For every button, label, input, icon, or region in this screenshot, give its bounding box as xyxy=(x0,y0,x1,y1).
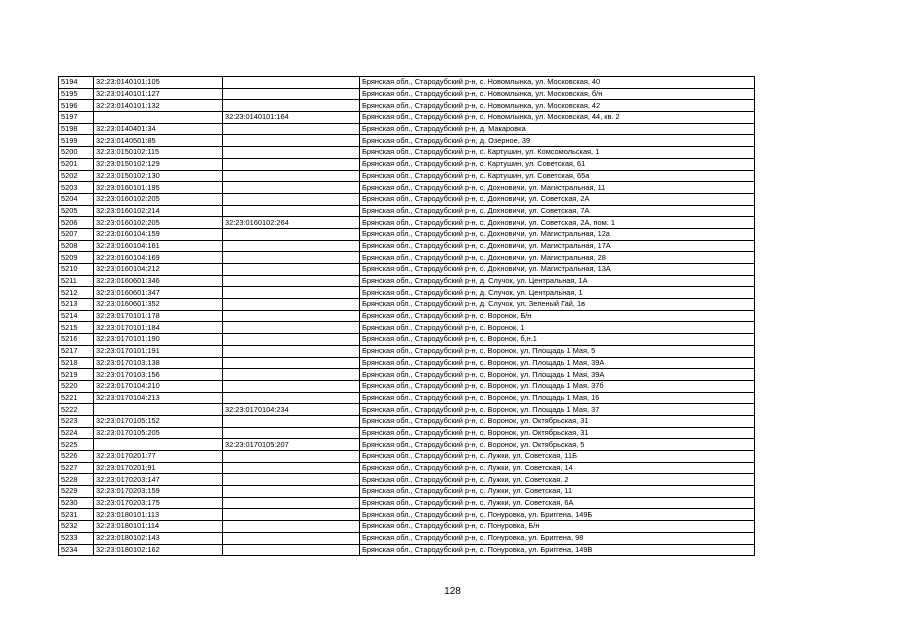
register-table xyxy=(58,76,755,556)
cadastral-number-cell: 32:23:0140101:127 xyxy=(94,88,223,100)
row-number-cell: 5223 xyxy=(59,415,94,427)
row-number-cell: 5198 xyxy=(59,123,94,135)
linked-cadastral-number-cell xyxy=(223,240,360,252)
address-cell: Брянская обл., Стародубский р-н, д. Озерное, 39 xyxy=(360,135,755,147)
linked-cadastral-number-cell xyxy=(223,357,360,369)
address-cell: Брянская обл., Стародубский р-н, с. Воронок, ул. Октябрьская, 5 xyxy=(360,439,755,451)
table-row xyxy=(59,123,755,135)
row-number-cell: 5222 xyxy=(59,404,94,416)
linked-cadastral-number-cell xyxy=(223,228,360,240)
table-row xyxy=(59,415,755,427)
table-row xyxy=(59,310,755,322)
cadastral-number-cell: 32:23:0160104:159 xyxy=(94,228,223,240)
cadastral-number-cell: 32:23:0170103:138 xyxy=(94,357,223,369)
address-cell: Брянская обл., Стародубский р-н, с. Дохновичи, ул. Магистральная, 12а xyxy=(360,228,755,240)
row-number-cell: 5229 xyxy=(59,486,94,498)
linked-cadastral-number-cell xyxy=(223,275,360,287)
linked-cadastral-number-cell: 32:23:0170105:207 xyxy=(223,439,360,451)
row-number-cell: 5219 xyxy=(59,369,94,381)
cadastral-number-cell: 32:23:0160102:205 xyxy=(94,217,223,229)
row-number-cell: 5226 xyxy=(59,451,94,463)
row-number-cell: 5202 xyxy=(59,170,94,182)
cadastral-number-cell xyxy=(94,112,223,124)
linked-cadastral-number-cell xyxy=(223,123,360,135)
cadastral-number-cell: 32:23:0180101:114 xyxy=(94,521,223,533)
linked-cadastral-number-cell xyxy=(223,170,360,182)
cadastral-number-cell xyxy=(94,439,223,451)
address-cell: Брянская обл., Стародубский р-н, с. Понуровка, ул. Бриггена, 149Б xyxy=(360,509,755,521)
table-row xyxy=(59,275,755,287)
linked-cadastral-number-cell: 32:23:0170104:234 xyxy=(223,404,360,416)
cadastral-number-cell: 32:23:0170105:152 xyxy=(94,415,223,427)
linked-cadastral-number-cell xyxy=(223,380,360,392)
linked-cadastral-number-cell xyxy=(223,369,360,381)
row-number-cell: 5233 xyxy=(59,532,94,544)
table-row xyxy=(59,135,755,147)
cadastral-number-cell: 32:23:0170203:175 xyxy=(94,497,223,509)
table-row xyxy=(59,147,755,159)
address-cell: Брянская обл., Стародубский р-н, с. Дохновичи, ул. Магистральная, 28 xyxy=(360,252,755,264)
table-row xyxy=(59,404,755,416)
cadastral-number-cell: 32:23:0170103:156 xyxy=(94,369,223,381)
linked-cadastral-number-cell xyxy=(223,544,360,556)
linked-cadastral-number-cell xyxy=(223,205,360,217)
row-number-cell: 5232 xyxy=(59,521,94,533)
address-cell: Брянская обл., Стародубский р-н, с. Воронок, ул. Октябрьская, 31 xyxy=(360,427,755,439)
table-row xyxy=(59,77,755,89)
table-row xyxy=(59,112,755,124)
cadastral-number-cell: 32:23:0180102:143 xyxy=(94,532,223,544)
cadastral-number-cell: 32:23:0160102:205 xyxy=(94,193,223,205)
row-number-cell: 5210 xyxy=(59,264,94,276)
linked-cadastral-number-cell xyxy=(223,147,360,159)
address-cell: Брянская обл., Стародубский р-н, с. Воронок, ул. Площадь 1 Мая, 16 xyxy=(360,392,755,404)
address-cell: Брянская обл., Стародубский р-н, с. Воронок, ул. Площадь 1 Мая, 39А xyxy=(360,369,755,381)
table-row xyxy=(59,462,755,474)
address-cell: Брянская обл., Стародубский р-н, с. Дохновичи, ул. Советская, 7А xyxy=(360,205,755,217)
table-row xyxy=(59,299,755,311)
cadastral-number-cell: 32:23:0160601:346 xyxy=(94,275,223,287)
cadastral-number-cell: 32:23:0150102:129 xyxy=(94,158,223,170)
row-number-cell: 5220 xyxy=(59,380,94,392)
linked-cadastral-number-cell xyxy=(223,334,360,346)
address-cell: Брянская обл., Стародубский р-н, с. Лужки, ул. Советская, 14 xyxy=(360,462,755,474)
cadastral-number-cell: 32:23:0140501:85 xyxy=(94,135,223,147)
cadastral-number-cell: 32:23:0140101:132 xyxy=(94,100,223,112)
table-row xyxy=(59,532,755,544)
cadastral-number-cell: 32:23:0170101:178 xyxy=(94,310,223,322)
address-cell: Брянская обл., Стародубский р-н, д. Случок, ул. Зеленый Гай, 1в xyxy=(360,299,755,311)
table-row xyxy=(59,509,755,521)
cadastral-number-cell: 32:23:0170201:77 xyxy=(94,451,223,463)
address-cell: Брянская обл., Стародубский р-н, с. Понуровка, ул. Бриггена, 149В xyxy=(360,544,755,556)
row-number-cell: 5212 xyxy=(59,287,94,299)
row-number-cell: 5224 xyxy=(59,427,94,439)
linked-cadastral-number-cell xyxy=(223,415,360,427)
table-row xyxy=(59,322,755,334)
address-cell: Брянская обл., Стародубский р-н, с. Новомлынка, ул. Московская, 42 xyxy=(360,100,755,112)
address-cell: Брянская обл., Стародубский р-н, с. Лужки, ул. Советская, 11Б xyxy=(360,451,755,463)
table-row xyxy=(59,544,755,556)
table-row xyxy=(59,182,755,194)
table-row xyxy=(59,345,755,357)
cadastral-number-cell: 32:23:0160104:161 xyxy=(94,240,223,252)
linked-cadastral-number-cell xyxy=(223,193,360,205)
address-cell: Брянская обл., Стародубский р-н, с. Воронок, ул. Площадь 1 Мая, 37 xyxy=(360,404,755,416)
row-number-cell: 5204 xyxy=(59,193,94,205)
address-cell: Брянская обл., Стародубский р-н, с. Лужки, ул. Советская, 11 xyxy=(360,486,755,498)
row-number-cell: 5206 xyxy=(59,217,94,229)
row-number-cell: 5196 xyxy=(59,100,94,112)
table-row xyxy=(59,193,755,205)
linked-cadastral-number-cell xyxy=(223,252,360,264)
row-number-cell: 5216 xyxy=(59,334,94,346)
linked-cadastral-number-cell xyxy=(223,451,360,463)
address-cell: Брянская обл., Стародубский р-н, д. Случок, ул. Центральная, 1 xyxy=(360,287,755,299)
table-row xyxy=(59,474,755,486)
linked-cadastral-number-cell xyxy=(223,299,360,311)
row-number-cell: 5199 xyxy=(59,135,94,147)
linked-cadastral-number-cell xyxy=(223,264,360,276)
address-cell: Брянская обл., Стародубский р-н, д. Случок, ул. Центральная, 1А xyxy=(360,275,755,287)
linked-cadastral-number-cell xyxy=(223,497,360,509)
cadastral-number-cell: 32:23:0160101:195 xyxy=(94,182,223,194)
table-row xyxy=(59,357,755,369)
table-row xyxy=(59,427,755,439)
linked-cadastral-number-cell xyxy=(223,182,360,194)
address-cell: Брянская обл., Стародубский р-н, с. Воронок, 1 xyxy=(360,322,755,334)
register-table-body xyxy=(59,77,755,556)
linked-cadastral-number-cell xyxy=(223,474,360,486)
table-row xyxy=(59,380,755,392)
table-row xyxy=(59,264,755,276)
linked-cadastral-number-cell xyxy=(223,287,360,299)
cadastral-number-cell: 32:23:0170101:191 xyxy=(94,345,223,357)
cadastral-number-cell: 32:23:0170104:210 xyxy=(94,380,223,392)
cadastral-number-cell: 32:23:0170203:147 xyxy=(94,474,223,486)
table-row xyxy=(59,486,755,498)
cadastral-number-cell: 32:23:0150102:115 xyxy=(94,147,223,159)
row-number-cell: 5207 xyxy=(59,228,94,240)
table-row xyxy=(59,439,755,451)
table-row xyxy=(59,88,755,100)
linked-cadastral-number-cell xyxy=(223,345,360,357)
linked-cadastral-number-cell xyxy=(223,521,360,533)
table-row xyxy=(59,100,755,112)
linked-cadastral-number-cell xyxy=(223,427,360,439)
cadastral-number-cell: 32:23:0140101:105 xyxy=(94,77,223,89)
address-cell: Брянская обл., Стародубский р-н, с. Понуровка, Б/н xyxy=(360,521,755,533)
address-cell: Брянская обл., Стародубский р-н, с. Воронок, ул. Площадь 1 Мая, 39А xyxy=(360,357,755,369)
row-number-cell: 5227 xyxy=(59,462,94,474)
row-number-cell: 5205 xyxy=(59,205,94,217)
linked-cadastral-number-cell xyxy=(223,88,360,100)
address-cell: Брянская обл., Стародубский р-н, д. Макаровка xyxy=(360,123,755,135)
row-number-cell: 5218 xyxy=(59,357,94,369)
page-number: 128 xyxy=(444,586,461,597)
table-row xyxy=(59,228,755,240)
row-number-cell: 5208 xyxy=(59,240,94,252)
table-row xyxy=(59,170,755,182)
cadastral-number-cell: 32:23:0170101:184 xyxy=(94,322,223,334)
table-row xyxy=(59,287,755,299)
linked-cadastral-number-cell: 32:23:0160102:264 xyxy=(223,217,360,229)
address-cell: Брянская обл., Стародубский р-н, с. Дохновичи, ул. Советская, 2А xyxy=(360,193,755,205)
row-number-cell: 5234 xyxy=(59,544,94,556)
cadastral-number-cell: 32:23:0170105:205 xyxy=(94,427,223,439)
row-number-cell: 5201 xyxy=(59,158,94,170)
row-number-cell: 5194 xyxy=(59,77,94,89)
address-cell: Брянская обл., Стародубский р-н, с. Картушин, ул. Советская, 61 xyxy=(360,158,755,170)
linked-cadastral-number-cell xyxy=(223,462,360,474)
cadastral-number-cell xyxy=(94,404,223,416)
row-number-cell: 5214 xyxy=(59,310,94,322)
row-number-cell: 5217 xyxy=(59,345,94,357)
table-row xyxy=(59,369,755,381)
row-number-cell: 5228 xyxy=(59,474,94,486)
cadastral-number-cell: 32:23:0160601:352 xyxy=(94,299,223,311)
cadastral-number-cell: 32:23:0160104:212 xyxy=(94,264,223,276)
address-cell: Брянская обл., Стародубский р-н, с. Дохновичи, ул. Магистральная, 11 xyxy=(360,182,755,194)
cadastral-number-cell: 32:23:0140401:34 xyxy=(94,123,223,135)
address-cell: Брянская обл., Стародубский р-н, с. Воронок, ул. Площадь 1 Мая, 5 xyxy=(360,345,755,357)
cadastral-number-cell: 32:23:0180101:113 xyxy=(94,509,223,521)
address-cell: Брянская обл., Стародубский р-н, с. Воронок, ул. Площадь 1 Мая, 37б xyxy=(360,380,755,392)
row-number-cell: 5213 xyxy=(59,299,94,311)
address-cell: Брянская обл., Стародубский р-н, с. Лужки, ул. Советская, 6А xyxy=(360,497,755,509)
linked-cadastral-number-cell xyxy=(223,158,360,170)
linked-cadastral-number-cell xyxy=(223,77,360,89)
cadastral-number-cell: 32:23:0160601:347 xyxy=(94,287,223,299)
address-cell: Брянская обл., Стародубский р-н, с. Дохновичи, ул. Магистральная, 17А xyxy=(360,240,755,252)
linked-cadastral-number-cell xyxy=(223,135,360,147)
cadastral-number-cell: 32:23:0160104:169 xyxy=(94,252,223,264)
table-row xyxy=(59,451,755,463)
address-cell: Брянская обл., Стародубский р-н, с. Новомлынка, ул. Московская, 44, кв. 2 xyxy=(360,112,755,124)
row-number-cell: 5230 xyxy=(59,497,94,509)
table-row xyxy=(59,252,755,264)
table-row xyxy=(59,158,755,170)
address-cell: Брянская обл., Стародубский р-н, с. Картушин, ул. Советская, 65а xyxy=(360,170,755,182)
table-row xyxy=(59,240,755,252)
linked-cadastral-number-cell xyxy=(223,310,360,322)
address-cell: Брянская обл., Стародубский р-н, с. Воронок, б.н.1 xyxy=(360,334,755,346)
address-cell: Брянская обл., Стародубский р-н, с. Воронок, ул. Октябрьская, 31 xyxy=(360,415,755,427)
cadastral-number-cell: 32:23:0170203:159 xyxy=(94,486,223,498)
linked-cadastral-number-cell xyxy=(223,392,360,404)
cadastral-number-cell: 32:23:0180102:162 xyxy=(94,544,223,556)
address-cell: Брянская обл., Стародубский р-н, с. Картушин, ул. Комсомольская, 1 xyxy=(360,147,755,159)
linked-cadastral-number-cell xyxy=(223,509,360,521)
cadastral-number-cell: 32:23:0160102:214 xyxy=(94,205,223,217)
row-number-cell: 5197 xyxy=(59,112,94,124)
row-number-cell: 5215 xyxy=(59,322,94,334)
row-number-cell: 5200 xyxy=(59,147,94,159)
address-cell: Брянская обл., Стародубский р-н, с. Дохновичи, ул. Магистральная, 13А xyxy=(360,264,755,276)
table-row xyxy=(59,334,755,346)
linked-cadastral-number-cell: 32:23:0140101:164 xyxy=(223,112,360,124)
cadastral-number-cell: 32:23:0170101:190 xyxy=(94,334,223,346)
table-row xyxy=(59,521,755,533)
table-row xyxy=(59,217,755,229)
row-number-cell: 5225 xyxy=(59,439,94,451)
address-cell: Брянская обл., Стародубский р-н, с. Воронок, Б/н xyxy=(360,310,755,322)
linked-cadastral-number-cell xyxy=(223,322,360,334)
cadastral-number-cell: 32:23:0170104:213 xyxy=(94,392,223,404)
address-cell: Брянская обл., Стародубский р-н, с. Лужки, ул. Советская, 2 xyxy=(360,474,755,486)
linked-cadastral-number-cell xyxy=(223,100,360,112)
table-row xyxy=(59,205,755,217)
row-number-cell: 5209 xyxy=(59,252,94,264)
address-cell: Брянская обл., Стародубский р-н, с. Новомлынка, ул. Московская, б/н xyxy=(360,88,755,100)
address-cell: Брянская обл., Стародубский р-н, с. Дохновичи, ул. Советская, 2А, пом. 1 xyxy=(360,217,755,229)
row-number-cell: 5195 xyxy=(59,88,94,100)
cadastral-number-cell: 32:23:0150102:130 xyxy=(94,170,223,182)
row-number-cell: 5231 xyxy=(59,509,94,521)
linked-cadastral-number-cell xyxy=(223,532,360,544)
address-cell: Брянская обл., Стародубский р-н, с. Новомлынка, ул. Московская, 40 xyxy=(360,77,755,89)
table-row xyxy=(59,392,755,404)
linked-cadastral-number-cell xyxy=(223,486,360,498)
table-row xyxy=(59,497,755,509)
cadastral-number-cell: 32:23:0170201:91 xyxy=(94,462,223,474)
row-number-cell: 5203 xyxy=(59,182,94,194)
row-number-cell: 5211 xyxy=(59,275,94,287)
row-number-cell: 5221 xyxy=(59,392,94,404)
address-cell: Брянская обл., Стародубский р-н, с. Понуровка, ул. Бриггена, 98 xyxy=(360,532,755,544)
